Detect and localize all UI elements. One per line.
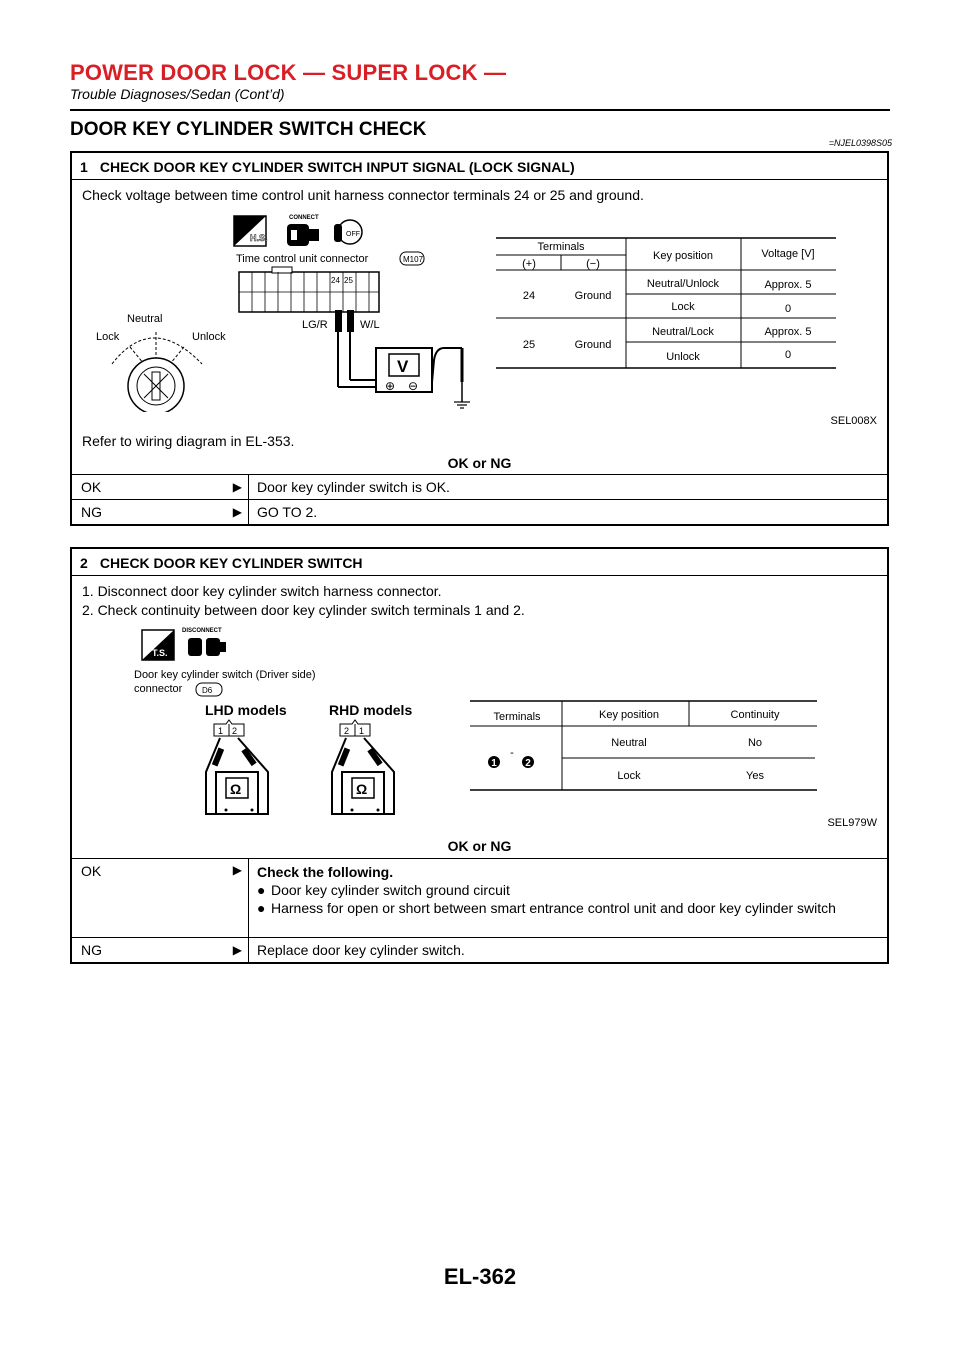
wire-lgr: LG/R	[302, 319, 328, 331]
step-1-figure-caption: SEL008X	[830, 415, 877, 427]
hs-badge	[234, 216, 268, 246]
connector-id-m107: M107	[403, 255, 424, 264]
ignition-key-icon	[334, 220, 362, 244]
step-2-heading-text: CHECK DOOR KEY CYLINDER SWITCH	[99, 555, 363, 571]
step-1-ng-row	[72, 500, 887, 525]
result-arrow-icon: ▶	[232, 943, 242, 957]
rhd-pin-a: 2	[344, 726, 350, 736]
section-id: =NJEL0398S05	[828, 138, 892, 148]
rhd-ohmmeter-label: Ω	[356, 781, 368, 797]
page-number: EL-362	[443, 1264, 517, 1289]
page-header-subtitle: Trouble Diagnoses/Sedan (Cont’d)	[70, 86, 285, 102]
ct-term-b: 2	[525, 758, 531, 769]
step-2-heading	[72, 549, 887, 576]
lhd-ohmmeter-label: Ω	[230, 781, 242, 797]
vt-h-minus: (−)	[586, 258, 600, 270]
step-2-box	[70, 547, 889, 964]
step-1-heading-text: CHECK DOOR KEY CYLINDER SWITCH INPUT SIGNAL (LOCK SIGNAL)	[99, 159, 575, 175]
time-control-connector-label: Time control unit connector	[236, 253, 369, 265]
step-2-ng-label: NG	[81, 942, 102, 958]
key-cylinder-positions	[96, 313, 226, 412]
step-1-figure	[72, 212, 887, 412]
ts-badge-text: T.S.	[152, 648, 168, 658]
step-2-ok-title: Check the following.	[257, 864, 394, 880]
step-2-line-2: 2. Check continuity between door key cylinder switch terminals 1 and 2.	[82, 602, 525, 618]
ct-h-key: Key position	[599, 709, 659, 721]
step-2-ok-or-ng: OK or NG	[447, 838, 512, 854]
step-2-figure-caption: SEL979W	[827, 817, 877, 829]
result-arrow-icon: ▶	[232, 505, 242, 519]
lhd-pin-b: 2	[232, 726, 238, 736]
off-label: OFF	[346, 231, 360, 238]
step-2-ok-bullet-1	[257, 881, 879, 899]
vt-r2-plus: 25	[522, 339, 536, 351]
rhd-circuit	[332, 720, 394, 814]
wire-wl: W/L	[360, 319, 380, 331]
connector-id-d6: D6	[202, 686, 213, 695]
lhd-pin-a: 1	[218, 726, 224, 736]
ct-term-sep: -	[510, 747, 514, 759]
step-1-ng-result: GO TO 2.	[248, 500, 887, 525]
vt-r1-plus: 24	[522, 290, 536, 302]
time-control-connector	[239, 267, 379, 312]
lhd-circuit	[206, 720, 268, 814]
step-1-ok-label: OK	[81, 479, 102, 495]
step-2-body	[72, 576, 887, 859]
result-arrow-icon: ▶	[232, 480, 242, 494]
step-2-figure	[72, 624, 887, 824]
step-2-number: 2	[80, 555, 88, 571]
vt-r1b-key: Lock	[671, 301, 695, 313]
pin-24: 24	[331, 276, 340, 285]
ct-r2-c: Yes	[746, 770, 764, 782]
vt-h-voltage: Voltage [V]	[761, 248, 815, 260]
pos-neutral: Neutral	[127, 313, 163, 325]
step-1-number: 1	[80, 159, 88, 175]
voltmeter-label: V	[397, 357, 409, 376]
door-connector-label-2: connector	[134, 683, 183, 695]
ts-badge	[142, 630, 174, 660]
vt-r1-minus: Ground	[574, 290, 612, 302]
step-1-ng-label: NG	[81, 504, 102, 520]
rhd-models: RHD models	[329, 702, 413, 718]
step-2-ok-label: OK	[81, 863, 102, 879]
ct-h-continuity: Continuity	[730, 709, 780, 721]
connector-plug-icon	[287, 224, 319, 246]
ct-r1-key: Neutral	[611, 737, 647, 749]
vt-r2b-v: 0	[784, 349, 792, 361]
svg-text:⊖: ⊖	[408, 379, 419, 393]
vt-r1a-key: Neutral/Unlock	[646, 278, 720, 290]
step-2-line-1: 1. Disconnect door key cylinder switch harness connector.	[82, 583, 442, 599]
voltage-table	[496, 238, 836, 368]
hs-badge-text: H.S.	[250, 233, 268, 243]
step-2-ok-bullet-2-text: Harness for open or short between smart entrance control unit and door key cylinder switch	[271, 900, 836, 916]
step-1-ok-result: Door key cylinder switch is OK.	[248, 475, 887, 499]
ct-r2-key: Lock	[617, 770, 641, 782]
section-title: DOOR KEY CYLINDER SWITCH CHECK	[70, 119, 427, 140]
ct-term-a: 1	[491, 758, 497, 769]
step-1-heading	[72, 153, 887, 180]
svg-text:⊕: ⊕	[385, 379, 396, 393]
voltmeter-icon	[376, 348, 432, 393]
step-1-ok-or-ng: OK or NG	[447, 455, 512, 471]
step-2-ok-bullet-1-text: Door key cylinder switch ground circuit	[271, 882, 510, 898]
rhd-pin-b: 1	[359, 726, 365, 736]
step-1-refer: Refer to wiring diagram in EL-353.	[82, 433, 295, 449]
step-2-ok-bullet-2	[257, 899, 879, 917]
bullet-icon: ●	[257, 882, 266, 898]
step-1-ok-row	[72, 475, 887, 500]
disconnect-plug-icon	[188, 638, 226, 656]
vt-r2a-key: Neutral/Lock	[652, 326, 714, 338]
vt-h-terminals: Terminals	[537, 241, 585, 253]
ct-h-terminals: Terminals	[493, 711, 541, 723]
page-header-title: POWER DOOR LOCK — SUPER LOCK —	[70, 60, 507, 85]
vt-r1b-v: 0	[784, 303, 792, 315]
step-1-body	[72, 180, 887, 475]
bullet-icon: ●	[257, 900, 266, 916]
step-1-instruction: Check voltage between time control unit harness connector terminals 24 or 25 and ground.	[82, 187, 644, 203]
vt-r2b-key: Unlock	[666, 351, 700, 363]
lhd-models: LHD models	[205, 702, 287, 718]
disconnect-label: DISCONNECT	[182, 628, 222, 634]
pos-lock: Lock	[96, 331, 120, 343]
continuity-table	[470, 701, 817, 790]
step-2-ng-row	[72, 938, 887, 963]
result-arrow-icon: ▶	[232, 863, 242, 877]
header-rule	[70, 109, 890, 111]
vt-h-key: Key position	[653, 250, 713, 262]
step-2-ng-result: Replace door key cylinder switch.	[248, 938, 887, 963]
vt-h-plus: (+)	[522, 258, 536, 270]
step-2-ok-row	[72, 859, 887, 938]
door-connector-label-1: Door key cylinder switch (Driver side)	[134, 669, 316, 681]
vt-r1a-v: Approx. 5	[764, 279, 812, 291]
vt-r2a-v: Approx. 5	[764, 326, 812, 338]
step-2-ok-result	[248, 859, 887, 937]
step-1-box	[70, 151, 889, 526]
pin-25: 25	[344, 276, 353, 285]
pos-unlock: Unlock	[192, 331, 226, 343]
vt-r2-minus: Ground	[574, 339, 612, 351]
ct-r1-c: No	[747, 737, 763, 749]
connect-label: CONNECT	[289, 215, 319, 221]
